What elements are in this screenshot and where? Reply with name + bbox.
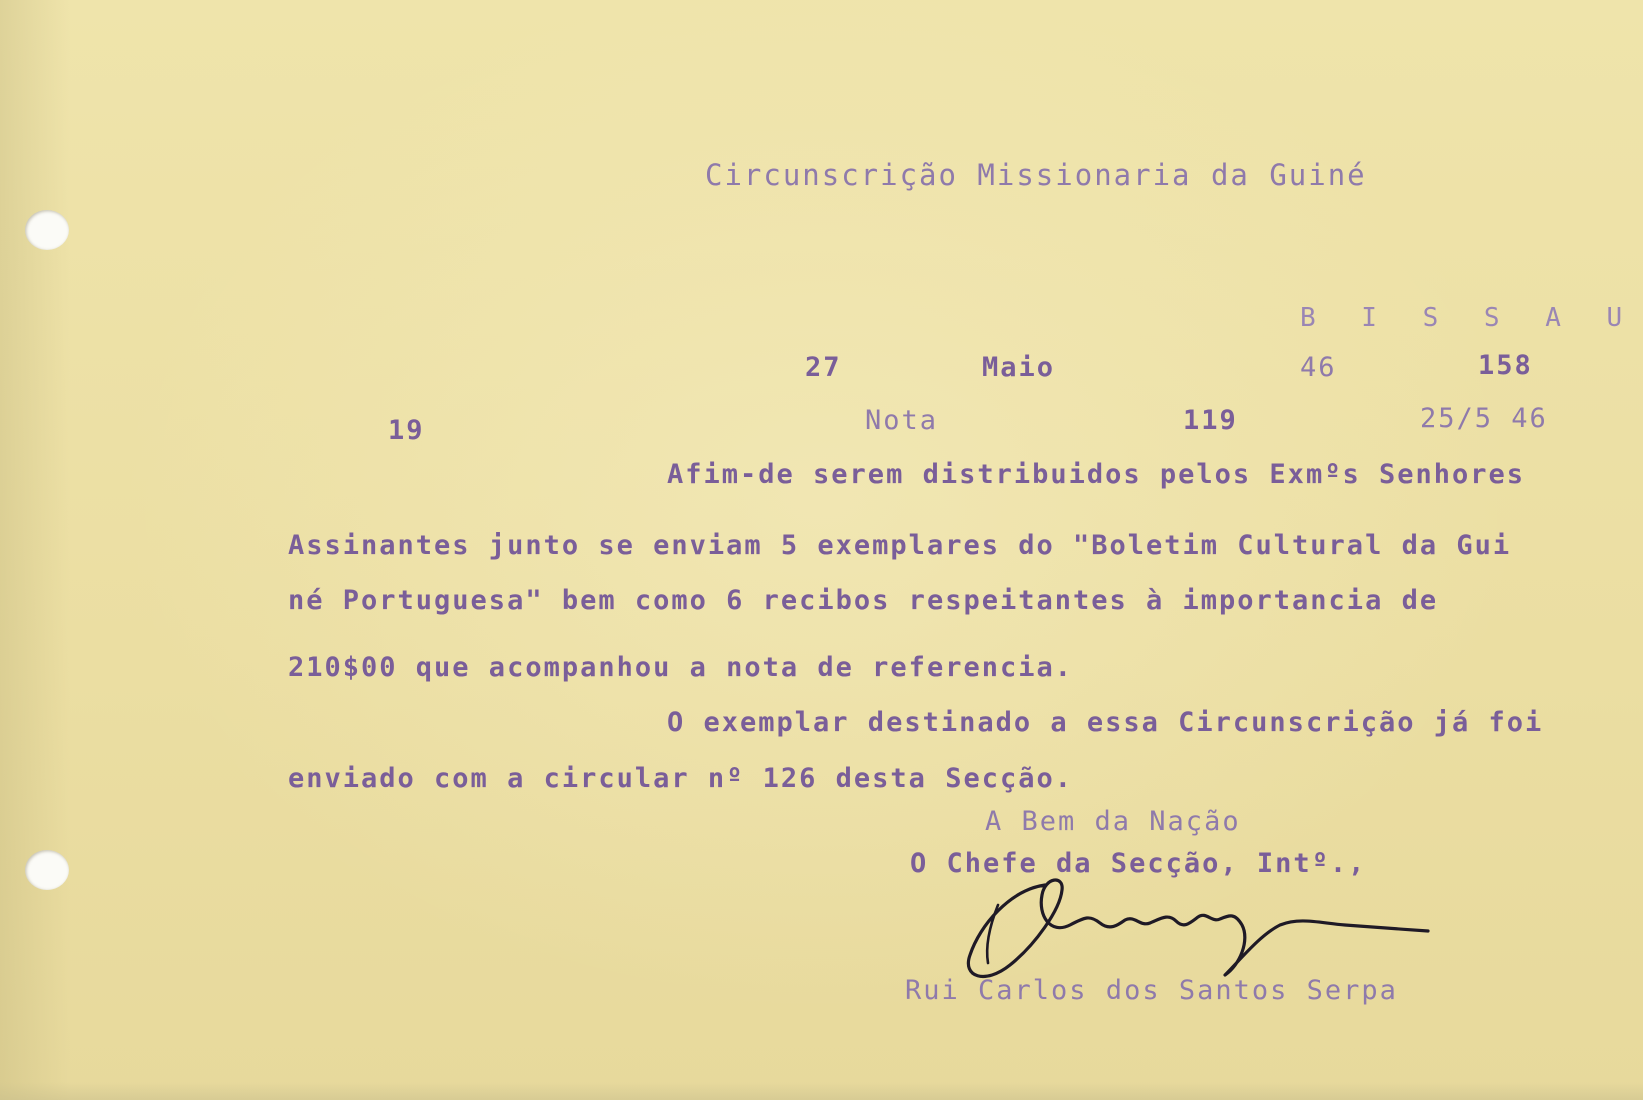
closing-salutation: A Bem da Nação (985, 806, 1241, 837)
page-edge-shading (0, 0, 70, 1100)
date-day: 27 (805, 352, 842, 383)
body-line: Assinantes junto se enviam 5 exemplares do "Boletim Cultural da Gui (288, 530, 1512, 561)
reference-date: 25/5 46 (1420, 403, 1548, 434)
signatory-title: O Chefe da Secção, Intº., (910, 848, 1367, 879)
page-bottom-shading (0, 1082, 1643, 1100)
body-line: enviado com a circular nº 126 desta Secção. (288, 763, 1073, 794)
body-line: O exemplar destinado a essa Circunscrição já foi (667, 707, 1544, 738)
place-stamp: B I S S A U (1300, 303, 1638, 333)
body-line: né Portuguesa" bem como 6 recibos respeitantes à importancia de (288, 585, 1439, 616)
signatory-name: Rui Carlos dos Santos Serpa (905, 975, 1398, 1006)
punch-hole-bottom (25, 850, 69, 890)
reference-a: 19 (388, 415, 425, 446)
date-month: Maio (982, 352, 1056, 383)
document-number: 158 (1478, 350, 1533, 381)
punch-hole-top (25, 210, 69, 250)
reference-number: 119 (1183, 405, 1238, 436)
body-line: Afim-de serem distribuidos pelos Exmºs Senhores (667, 459, 1526, 490)
letterhead: Circunscrição Missionaria da Guiné (705, 158, 1367, 192)
reference-doc-type: Nota (865, 405, 939, 436)
date-year: 46 (1300, 352, 1337, 383)
body-line: 210$00 que acompanhou a nota de referencia. (288, 652, 1073, 683)
